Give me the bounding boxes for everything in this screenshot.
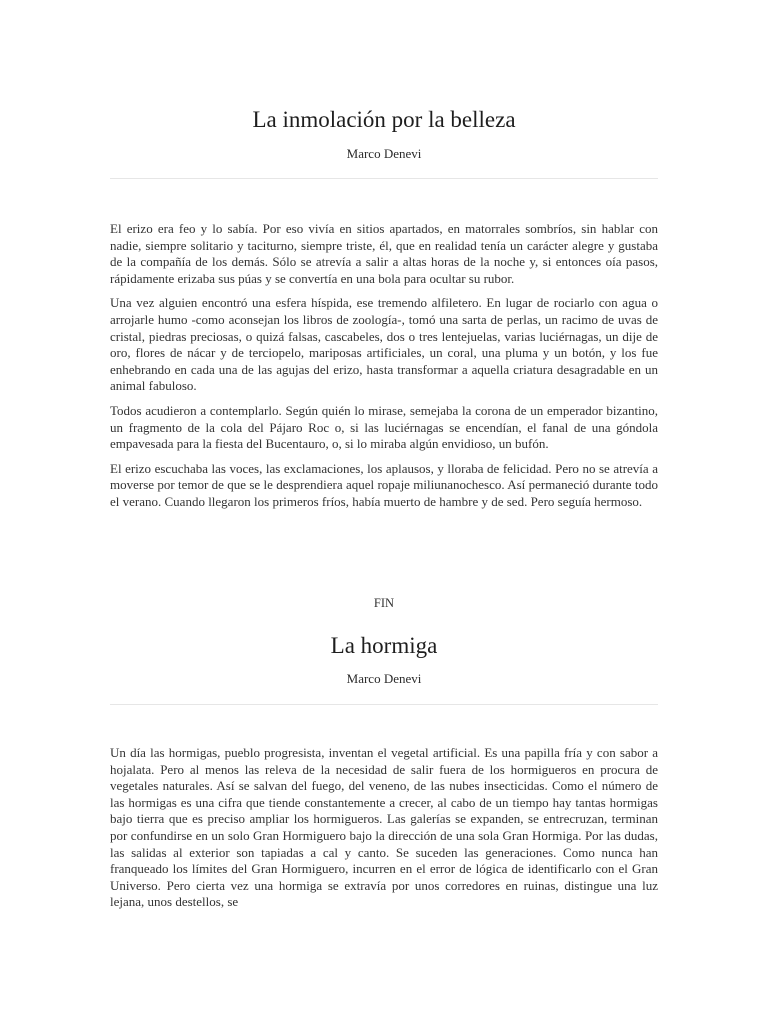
story-body [110, 745, 658, 919]
end-label: FIN [373, 596, 395, 610]
paragraph: El erizo era feo y lo sabía. Por eso vivía en sitios apartados, en matorrales sombríos, sin hablar con nadie, siempre solitario y taciturno, siempre triste, él, que en realidad tenía un carácter alegre y gustaba de la compañía de los demás. Sólo se atrevía a salir a altas horas de la noche y, si entonces oía pasos, rápidamente erizaba sus púas y se convertía en una bola para ocultar su rubor. [110, 221, 658, 286]
paragraph: Una vez alguien encontró una esfera híspida, ese tremendo alfiletero. En lugar de rociarlo con agua o arrojarle humo -como aconsejan los libros de zoología-, tomó una sarta de perlas, un racimo de uvas de cristal, piedras preciosas, o quizá falsas, cascabeles, dos o tres lentejuelas, varias luciérnagas, un dije de oro, flores de nácar y de terciopelo, mariposas artificiales, un coral, una pluma y un botón, y los fue enhebrando en cada una de las agujas del erizo, hasta transformar a aquella criatura desagradable en un animal fabuloso. [110, 295, 658, 394]
story-title: La hormiga [330, 633, 438, 658]
section-divider [110, 704, 658, 705]
paragraph: El erizo escuchaba las voces, las exclamaciones, los aplausos, y lloraba de felicidad. Pero no se atrevía a moverse por temor de que se le desprendiera aquel ropaje miliunanochesco. Así permaneció durante todo el verano. Cuando llegaron los primeros fríos, había muerto de hambre y de sed. Pero seguía hermoso. [110, 460, 658, 509]
story-body [110, 221, 658, 519]
section-divider [110, 178, 658, 179]
paragraph: Un día las hormigas, pueblo progresista, inventan el vegetal artificial. Es una papilla fría y con sabor a hojalata. Pero al menos las releva de la necesidad de salir fuera de los hormigueros en procura de vegetales naturales. Así se salvan del fuego, del veneno, de las nubes insecticidas. Como el número de las hormigas es una cifra que tiende constantemente a crecer, al cabo de un tiempo hay tantas hormigas bajo tierra que es preciso ampliar los hormigueros. Las galerías se expanden, se entrecruzan, terminan por confundirse en un solo Gran Hormiguero bajo la dirección de una sola Gran Hormiga. Por las dudas, las salidas al exterior son tapiadas a cal y canto. Se suceden las generaciones. Como nunca han franqueado los límites del Gran Hormiguero, incurren en el error de lógica de identificarlo con el Gran Universo. Pero cierta vez una hormiga se extravía por unos corredores en ruinas, distingue una luz lejana, unos destellos, se [110, 745, 658, 910]
story-title: La inmolación por la belleza [252, 107, 516, 132]
story-author: Marco Denevi [346, 671, 422, 686]
paragraph: Todos acudieron a contemplarlo. Según quién lo mirase, semejaba la corona de un emperador bizantino, un fragmento de la cola del Pájaro Roc o, si las luciérnagas se encendían, el fanal de una góndola empavesada para la fiesta del Bucentauro, o, si lo miraba algún envidioso, un bufón. [110, 402, 658, 452]
story-author: Marco Denevi [346, 146, 422, 161]
